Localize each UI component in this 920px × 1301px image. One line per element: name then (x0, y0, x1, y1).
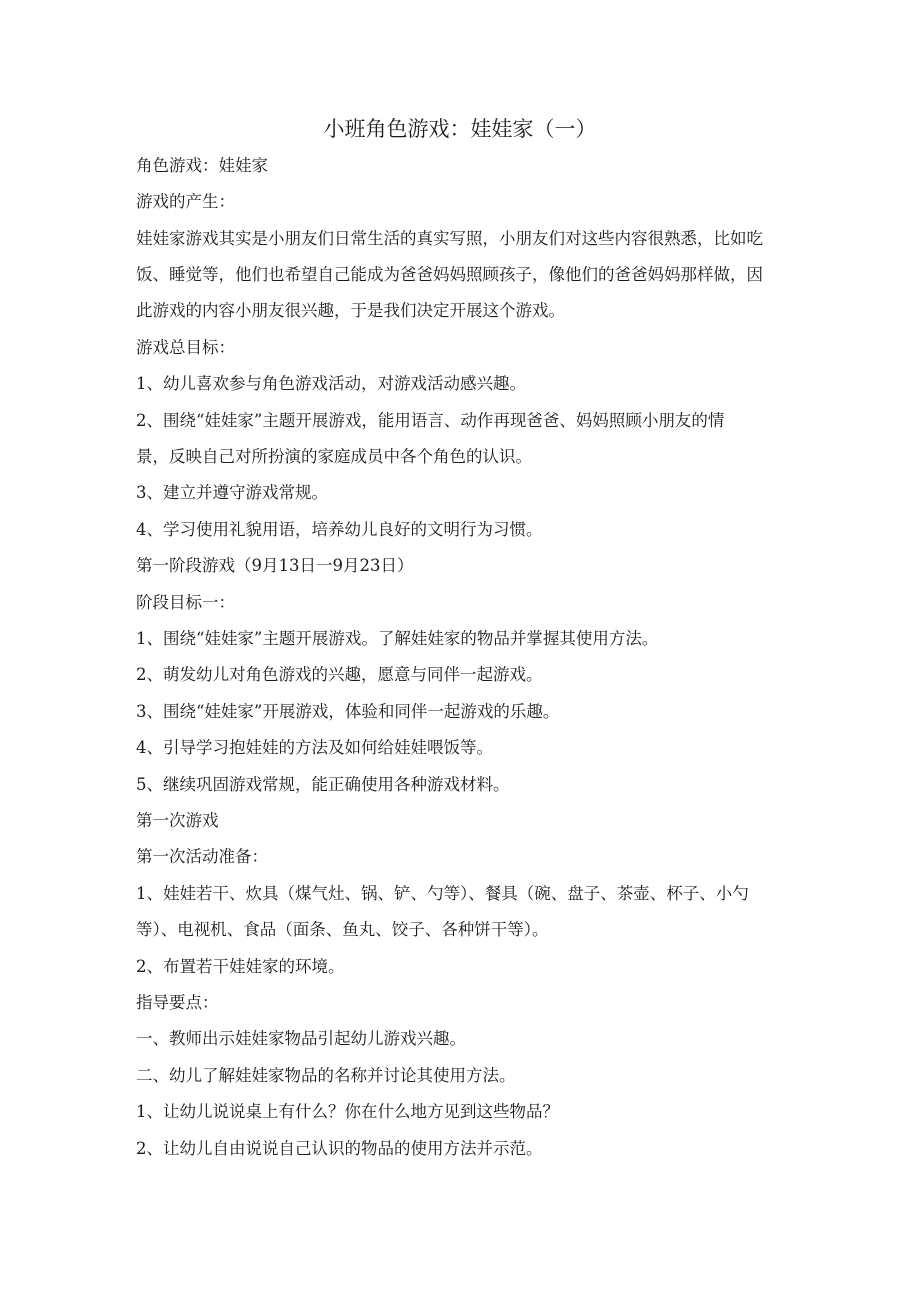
line-origin-text-1: 娃娃家游戏其实是小朋友们日常生活的真实写照，小朋友们对这些内容很熟悉，比如吃 (136, 229, 763, 248)
line-preparation-1b: 等）、电视机、食品（面条、鱼丸、饺子、各种饼干等）。 (136, 920, 549, 939)
line-goal-1: 1、幼儿喜欢参与角色游戏活动，对游戏活动感兴趣。 (136, 374, 526, 393)
line-stage-goal-2: 2、萌发幼儿对角色游戏的兴趣，愿意与同伴一起游戏。 (136, 665, 543, 684)
line-overall-goals-heading: 游戏总目标： (136, 338, 235, 357)
line-stage-goal-1: 1、围绕“娃娃家”主题开展游戏。了解娃娃家的物品并掌握其使用方法。 (136, 629, 659, 648)
line-preparation-heading: 第一次活动准备： (136, 847, 268, 866)
document-title: 小班角色游戏：娃娃家（一） (323, 117, 597, 141)
line-goal-3: 3、建立并遵守游戏常规。 (136, 483, 328, 502)
line-stage-goal-5: 5、继续巩固游戏常规，能正确使用各种游戏材料。 (136, 775, 510, 794)
line-origin-heading: 游戏的产生： (136, 192, 235, 211)
line-guidance-heading: 指导要点： (136, 993, 219, 1012)
line-goal-2a: 2、围绕“娃娃家”主题开展游戏，能用语言、动作再现爸爸、妈妈照顾小朋友的情 (136, 411, 725, 430)
line-guidance-1: 一、教师出示娃娃家物品引起幼儿游戏兴趣。 (136, 1029, 466, 1048)
line-guidance-2: 二、幼儿了解娃娃家物品的名称并讨论其使用方法。 (136, 1066, 516, 1085)
line-guidance-2-2: 2、让幼儿自由说说自己认识的物品的使用方法并示范。 (136, 1139, 543, 1158)
line-stage-goal-3: 3、围绕“娃娃家”开展游戏，体验和同伴一起游戏的乐趣。 (136, 702, 560, 721)
line-stage-one-heading: 第一阶段游戏（9月13日一9月23日） (136, 556, 414, 575)
line-stage-goal-4: 4、引导学习抱娃娃的方法及如何给娃娃喂饭等。 (136, 738, 493, 757)
line-preparation-2: 2、布置若干娃娃家的环境。 (136, 957, 345, 976)
line-guidance-2-1: 1、让幼儿说说桌上有什么？你在什么地方见到这些物品？ (136, 1102, 559, 1121)
line-origin-text-2: 饭、睡觉等，他们也希望自己能成为爸爸妈妈照顾孩子，像他们的爸爸妈妈那样做，因 (136, 265, 763, 284)
line-goal-2b: 景，反映自己对所扮演的家庭成员中各个角色的认识。 (136, 447, 532, 466)
line-goal-4: 4、学习使用礼貌用语，培养幼儿良好的文明行为习惯。 (136, 520, 543, 539)
line-preparation-1a: 1、娃娃若干、炊具（煤气灶、锅、铲、勺等）、餐具（碗、盘子、茶壶、杯子、小勺 (136, 884, 749, 903)
line-origin-text-3: 此游戏的内容小朋友很兴趣，于是我们决定开展这个游戏。 (136, 301, 565, 320)
line-first-game-heading: 第一次游戏 (136, 811, 219, 830)
line-role-game: 角色游戏：娃娃家 (136, 156, 268, 175)
line-stage-goal-heading: 阶段目标一： (136, 593, 235, 612)
